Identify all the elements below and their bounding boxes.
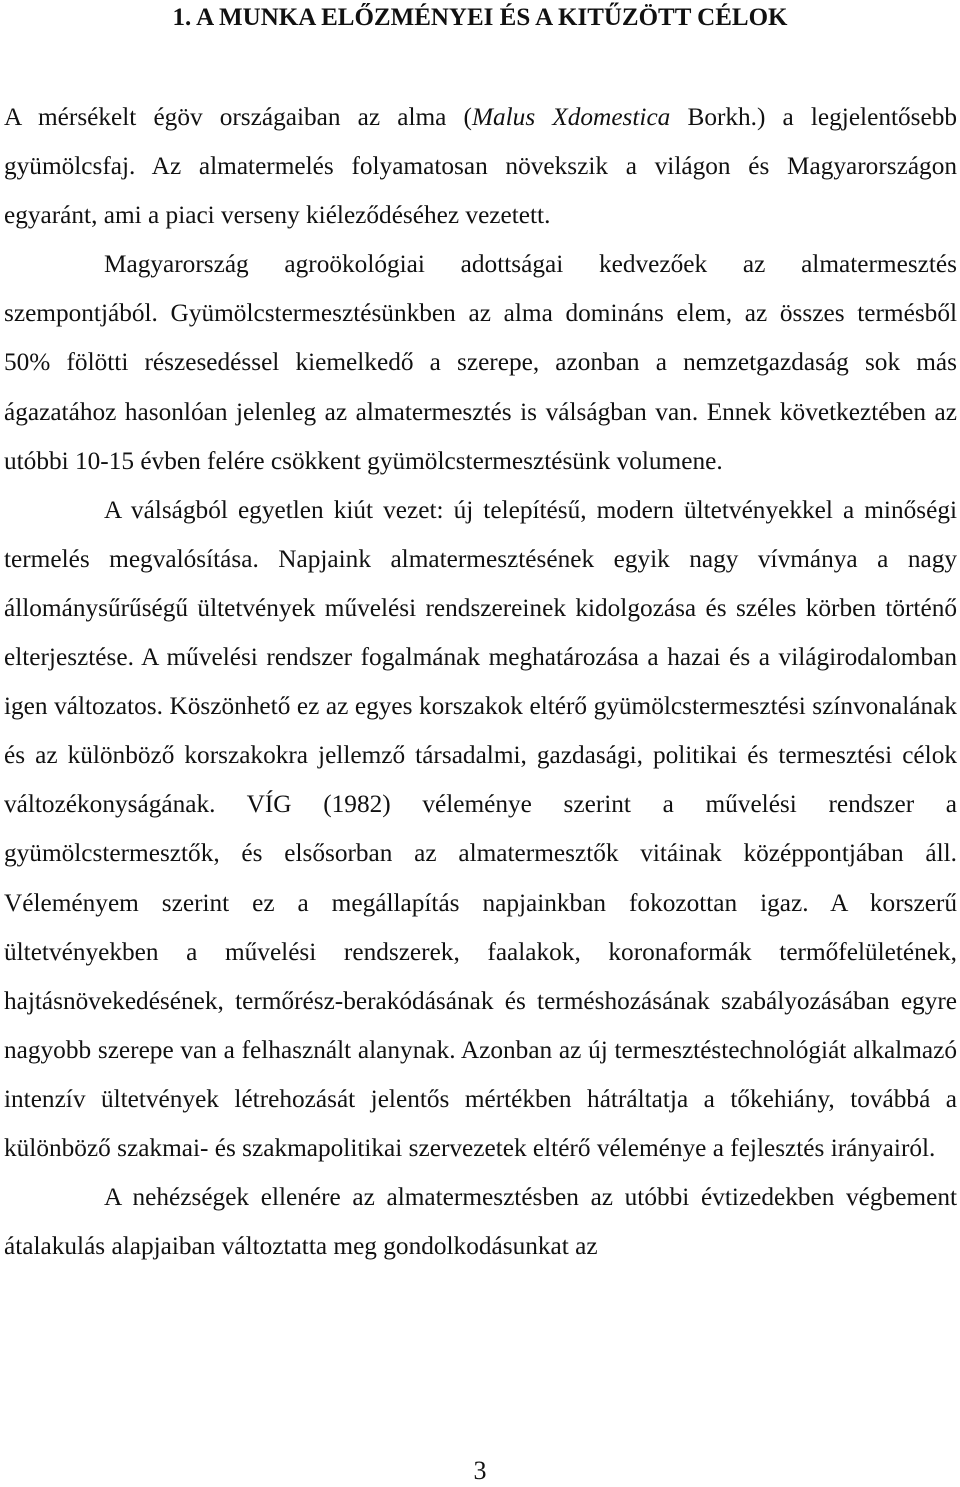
paragraph-difficulties: A nehézségek ellenére az almatermesztésben az utóbbi évtizedekben végbement átalakulás alapjaiban változtatta meg gondolkodásunkat az [4,1183,957,1261]
body-text [4,93,957,1271]
page-number: 3 [473,1456,487,1485]
chapter-heading: 1. A MUNKA ELŐZMÉNYEI ÉS A KITŰZÖTT CÉLOK [172,4,788,31]
paragraph-intro [4,93,957,240]
paragraph-agroecology: Magyarország agroökológiai adottságai kedvezőek az almatermesztés szempontjából. Gyümölcstermesztésünkben az alma domináns elem, az összes termésből 50% fölötti részesedéssel kiemelkedő a szerepe, azonban a nemzetgazdaság sok más ágazatához hasonlóan jelenleg az almatermesztés is válságban van. Ennek következtében az utóbbi 10-15 évben felére csökkent gyümölcstermesztésünk volumene. [4,250,957,475]
species-name: Malus Xdomestica [471,103,671,131]
paragraph-intro-start: A mérsékelt égöv országaiban az alma ( [4,103,472,131]
paragraph-crisis-solution: A válságból egyetlen kiút vezet: új telepítésű, modern ültetvényekkel a minőségi termelés megvalósítása. Napjaink almatermesztésének egyik nagy vívmánya a nagy állománysűrűségű ültetvények művelési rendszereinek kidolgozása és széles körben történő elterjesztése. A művelési rendszer fogalmának meghatározása a hazai és a világirodalomban igen változatos. Köszönhető ez az egyes korszakok eltérő gyümölcstermesztési színvonalának és az különböző korszakokra jellemző társadalmi, gazdasági, politikai és termesztési célok változékonyságának. VÍG (1982) véleménye szerint a művelési rendszer a gyümölcstermesztők, és elsősorban az almatermesztők vitáinak középpontjában áll. Véleményem szerint ez a megállapítás napjainkban fokozottan igaz. A korszerű ültetvényekben a művelési rendszerek, faalakok, koronaformák termőfelületének, hajtásnövekedésének, termőrész-berakódásának és terméshozásának szabályozásában egyre nagyobb szerepe van a felhasznált alanynak. Azonban az új termesztéstechnológiát alkalmazó intenzív ültetvények létrehozását jelentős mértékben hátráltatja a tőkehiány, továbbá a különböző szakmai- és szakmapolitikai szervezetek eltérő véleménye a fejlesztés irányairól. [4,495,957,1162]
paragraph-intro-end: Borkh.) a legjelentősebb gyümölcsfaj. Az almatermelés folyamatosan növekszik a világon és Magyarországon egyaránt, ami a piaci verseny kiéleződéséhez vezetett. [4,103,958,230]
